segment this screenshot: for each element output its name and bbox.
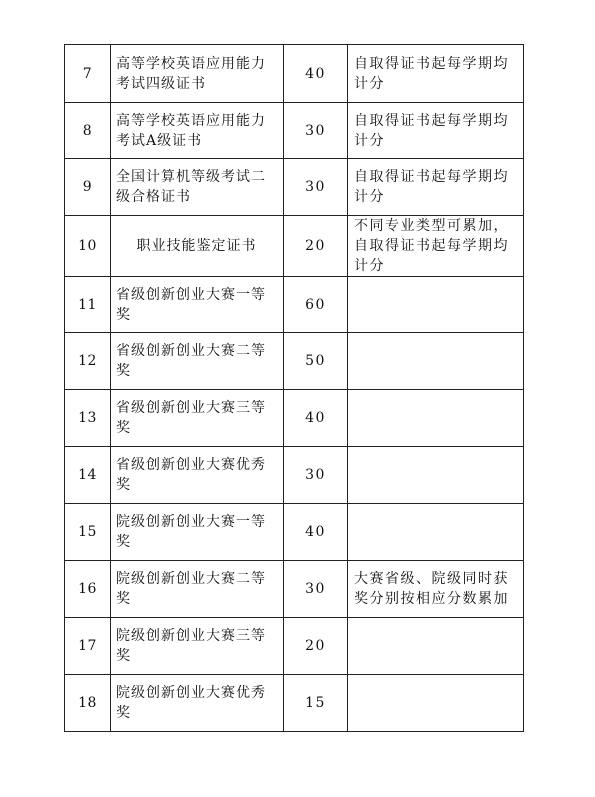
- table-row: [65, 103, 524, 159]
- row-number: 14: [65, 447, 111, 504]
- item-name: 高等学校英语应用能力考试A级证书: [111, 103, 284, 159]
- note-text: 自取得证书起每学期均计分: [348, 103, 524, 159]
- item-name: 全国计算机等级考试二级合格证书: [111, 159, 284, 216]
- item-name: 院级创新创业大赛一等奖: [111, 504, 284, 561]
- table-body: [65, 45, 524, 732]
- note-text: 自取得证书起每学期均计分: [348, 45, 524, 103]
- note-text: [348, 504, 524, 561]
- score-value: 30: [284, 447, 348, 504]
- table-row: [65, 159, 524, 216]
- note-text: [348, 333, 524, 390]
- row-number: 9: [65, 159, 111, 216]
- score-value: 30: [284, 159, 348, 216]
- score-table: [64, 44, 524, 732]
- score-value: 30: [284, 103, 348, 159]
- note-text: 自取得证书起每学期均计分: [348, 159, 524, 216]
- note-text: [348, 390, 524, 447]
- item-name: 省级创新创业大赛优秀奖: [111, 447, 284, 504]
- table-row: [65, 675, 524, 732]
- note-text: [348, 675, 524, 732]
- table-row: [65, 333, 524, 390]
- score-value: 50: [284, 333, 348, 390]
- table-row: [65, 216, 524, 277]
- score-value: 60: [284, 277, 348, 333]
- row-number: 13: [65, 390, 111, 447]
- row-number: 10: [65, 216, 111, 277]
- item-name: 职业技能鉴定证书: [111, 216, 284, 277]
- score-value: 20: [284, 216, 348, 277]
- score-value: 40: [284, 504, 348, 561]
- row-number: 7: [65, 45, 111, 103]
- row-number: 17: [65, 618, 111, 675]
- item-name: 省级创新创业大赛三等奖: [111, 390, 284, 447]
- item-name: 高等学校英语应用能力考试四级证书: [111, 45, 284, 103]
- note-text: 大赛省级、院级同时获奖分别按相应分数累加: [348, 561, 524, 618]
- row-number: 11: [65, 277, 111, 333]
- table-row: [65, 561, 524, 618]
- score-value: 30: [284, 561, 348, 618]
- table-row: [65, 45, 524, 103]
- row-number: 16: [65, 561, 111, 618]
- table-row: [65, 618, 524, 675]
- table-row: [65, 390, 524, 447]
- note-text: [348, 277, 524, 333]
- score-value: 20: [284, 618, 348, 675]
- item-name: 院级创新创业大赛二等奖: [111, 561, 284, 618]
- note-text: [348, 447, 524, 504]
- item-name: 院级创新创业大赛三等奖: [111, 618, 284, 675]
- table-row: [65, 447, 524, 504]
- row-number: 15: [65, 504, 111, 561]
- row-number: 12: [65, 333, 111, 390]
- item-name: 院级创新创业大赛优秀奖: [111, 675, 284, 732]
- score-value: 40: [284, 390, 348, 447]
- score-value: 15: [284, 675, 348, 732]
- item-name: 省级创新创业大赛二等奖: [111, 333, 284, 390]
- row-number: 8: [65, 103, 111, 159]
- item-name: 省级创新创业大赛一等奖: [111, 277, 284, 333]
- note-text: [348, 618, 524, 675]
- table-row: [65, 504, 524, 561]
- note-text: 不同专业类型可累加，自取得证书起每学期均计分: [348, 216, 524, 277]
- table-row: [65, 277, 524, 333]
- score-value: 40: [284, 45, 348, 103]
- row-number: 18: [65, 675, 111, 732]
